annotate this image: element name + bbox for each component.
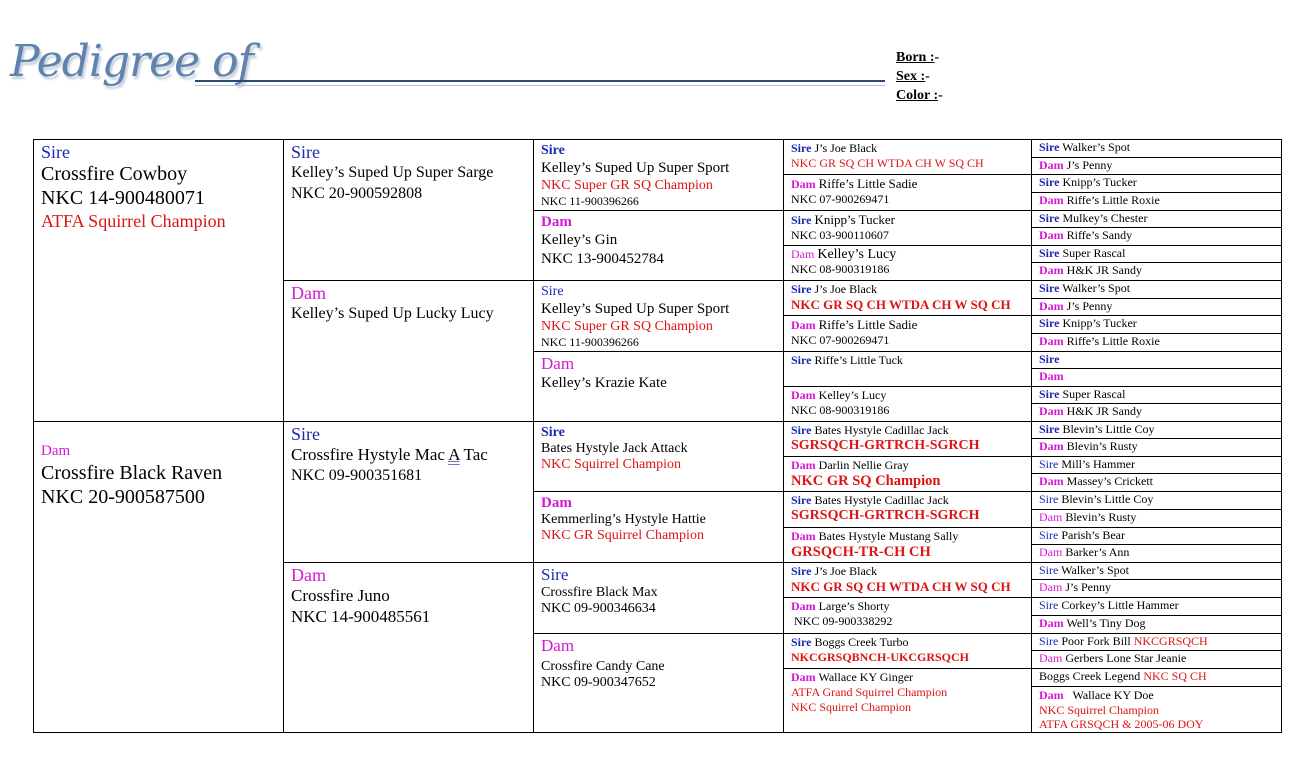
gen4-r4 [783, 245, 1032, 281]
gen5-g28 [1031, 615, 1282, 634]
sex-row [896, 67, 943, 86]
dam-label: Dam [791, 247, 815, 261]
dog-name: Riffe’s Sandy [1066, 228, 1133, 242]
dog-name-part: Tac [459, 445, 488, 464]
gen4-r2 [783, 174, 1032, 211]
dam-label: Dam [1039, 334, 1064, 348]
gen3-sds [533, 280, 784, 352]
gen4-r13 [783, 562, 1032, 598]
dam-label: Dam [1039, 404, 1064, 418]
dog-name: Blevin’s Little Coy [1062, 422, 1155, 436]
dog-title: NKC GR SQ CH WTDA CH W SQ CH [791, 156, 984, 170]
dam-label: Dam [1039, 369, 1064, 383]
dog-title: NKC GR SQ CH WTDA CH W SQ CH [791, 579, 1011, 594]
dam-label: Dam [791, 177, 816, 191]
dam-label: Dam [291, 565, 326, 585]
dog-name: Crossfire Black Max [541, 585, 658, 600]
dog-name: Kelley’s Suped Up Super Sarge [291, 164, 494, 181]
dam-label: Dam [1039, 651, 1063, 665]
dog-name: Wallace KY Doe [1072, 688, 1154, 702]
color-value: - [938, 88, 943, 103]
gen5-g22 [1031, 509, 1282, 528]
dog-name: Walker’s Spot [1062, 281, 1131, 295]
dog-title: NKC Squirrel Champion [1039, 703, 1159, 717]
dam-label: Dam [1039, 228, 1064, 242]
sire-label: Sire [1039, 422, 1060, 436]
dog-name: Kelley’s Gin [541, 232, 618, 248]
dog-reg: NKC 08-900319186 [791, 262, 890, 276]
born-row [896, 48, 943, 67]
sire-label: Sire [541, 143, 565, 158]
dog-title: ATFA Squirrel Champion [41, 211, 226, 231]
dam-label: Dam [291, 283, 326, 303]
dog-title: ATFA Grand Squirrel Champion [791, 685, 948, 699]
dog-title: NKCGRSQBNCH-UKCGRSQCH [791, 650, 970, 664]
gen5-g2 [1031, 157, 1282, 175]
gen2-dam-sire [283, 421, 534, 563]
dog-name: Bates Hystyle Cadillac Jack [814, 493, 949, 507]
sire-label: Sire [1039, 528, 1059, 542]
gen4-r14 [783, 597, 1032, 634]
dog-name: Walker’s Spot [1061, 563, 1129, 577]
dog-name: Super Rascal [1062, 246, 1126, 260]
dog-name: Crossfire Candy Cane [541, 659, 665, 674]
dam-label: Dam [1039, 299, 1064, 313]
gen5-g27 [1031, 597, 1282, 616]
dog-name: Riffe’s Little Sadie [818, 317, 918, 332]
dog-name: Riffe’s Little Tuck [814, 353, 903, 367]
gen3-dsd [533, 491, 784, 563]
dog-reg: NKC 11-900396266 [541, 194, 639, 208]
gen5-g8 [1031, 262, 1282, 281]
dog-name: Kelley’s Suped Up Super Sport [541, 301, 730, 317]
dam-label: Dam [791, 529, 816, 543]
dog-reg: NKC 09-900346634 [541, 601, 656, 616]
gen5-g20 [1031, 473, 1282, 492]
dog-name: Barker’s Ann [1065, 545, 1130, 559]
dog-name: Crossfire Cowboy [41, 163, 188, 185]
dog-title: SGRSQCH-GRTRCH-SGRCH [791, 438, 980, 453]
dog-name: Kelley’s Suped Up Lucky Lucy [291, 305, 494, 322]
dog-name: Walker’s Spot [1062, 140, 1131, 154]
gen2-sire-sire [283, 139, 534, 281]
gen4-r1 [783, 139, 1032, 175]
dog-title: SGRSQCH-GRTRCH-SGRCH [791, 508, 980, 523]
dog-name: Bates Hystyle Jack Attack [541, 441, 688, 456]
sire-label: Sire [1039, 563, 1059, 577]
dog-info [896, 48, 943, 105]
dog-name: H&K JR Sandy [1066, 404, 1143, 418]
dam-label: Dam [1039, 616, 1064, 630]
page-title: Pedigree of [10, 36, 253, 87]
gen3-ssd [533, 210, 784, 281]
born-label: Born : [896, 50, 935, 65]
dam-label: Dam [1039, 688, 1064, 702]
sire-label: Sire [1039, 246, 1060, 260]
dog-name: Darlin Nellie Gray [818, 458, 909, 472]
dog-name: Massey’s Crickett [1066, 474, 1153, 488]
dam-label: Dam [1039, 439, 1064, 453]
gen5-g18 [1031, 438, 1282, 457]
sire-label: Sire [1039, 492, 1059, 506]
gen5-g11 [1031, 315, 1282, 334]
gen5-g21 [1031, 491, 1282, 510]
name-underline [195, 80, 885, 82]
dog-name: Wallace KY Ginger [818, 670, 914, 684]
gen3-dss [533, 421, 784, 492]
sire-label: Sire [791, 141, 812, 155]
sire-label: Sire [291, 142, 320, 162]
gen5-g13 [1031, 351, 1282, 369]
dog-name-part: Crossfire Hystyle Mac [291, 445, 449, 464]
gen4-r10 [783, 456, 1032, 492]
dog-name: Knipp’s Tucker [1062, 316, 1137, 330]
sire-label: Sire [541, 565, 569, 584]
dam-label: Dam [1039, 193, 1064, 207]
dog-title: NKC GR SQ Champion [791, 473, 941, 489]
gen3-ddd [533, 633, 784, 733]
dog-name: Boggs Creek Turbo [814, 635, 909, 649]
dog-name: Riffe’s Little Sadie [818, 176, 918, 191]
dog-reg: NKC 13-900452784 [541, 251, 664, 267]
dam-label: Dam [1039, 474, 1064, 488]
dog-title: GRSQCH-TR-CH CH [791, 544, 931, 560]
dam-label: Dam [541, 636, 575, 655]
gen5-g30 [1031, 650, 1282, 669]
gen4-r3 [783, 210, 1032, 246]
dog-reg: NKC 09-900351681 [291, 467, 423, 484]
gen5-g6 [1031, 227, 1282, 246]
name-underline-shadow [195, 85, 885, 86]
gen3-dds [533, 562, 784, 634]
dog-reg: NKC 11-900396266 [541, 335, 639, 349]
sire-label: Sire [1039, 281, 1060, 295]
dog-name: Super Rascal [1062, 387, 1126, 401]
dog-name-part: A [448, 445, 460, 464]
dam-label: Dam [541, 495, 572, 511]
dog-name: Bates Hystyle Mustang Sally [818, 529, 959, 543]
gen5-g3 [1031, 174, 1282, 193]
dog-name: Blevin’s Little Coy [1061, 492, 1154, 506]
gen5-g7 [1031, 245, 1282, 263]
dog-reg: NKC 08-900319186 [791, 403, 890, 417]
sire-label: Sire [1039, 211, 1060, 225]
dog-title: NKC Super GR SQ Champion [541, 178, 713, 193]
dog-title: ATFA GRSQCH & 2005-06 DOY [1039, 717, 1204, 731]
gen4-r6 [783, 315, 1032, 352]
sire-label: Sire [1039, 352, 1060, 366]
sire-label: Sire [541, 284, 564, 299]
sire-label: Sire [791, 282, 812, 296]
color-row [896, 86, 943, 105]
gen5-g14 [1031, 368, 1282, 387]
dog-name: Poor Fork Bill [1061, 634, 1131, 648]
dog-name: Kelley’s Lucy [817, 247, 897, 262]
gen4-r8 [783, 386, 1032, 422]
gen5-g23 [1031, 527, 1282, 545]
dam-label: Dam [791, 318, 816, 332]
dam-label: Dam [1039, 263, 1064, 277]
gen5-g32 [1031, 686, 1282, 733]
dog-name: Mulkey’s Chester [1062, 211, 1148, 225]
sire-label: Sire [791, 353, 812, 367]
dam-label: Dam [1039, 545, 1063, 559]
dam-label: Dam [41, 443, 71, 459]
dog-reg: NKC 20-900592808 [291, 185, 423, 202]
dam-label: Dam [1039, 580, 1063, 594]
gen4-r16 [783, 668, 1032, 733]
dog-name: Corkey’s Little Hammer [1061, 598, 1179, 612]
dog-reg: NKC 09-900347652 [541, 675, 656, 690]
dog-name: Kelley’s Krazie Kate [541, 375, 667, 391]
gen1-sire [33, 139, 284, 422]
dog-name: Bates Hystyle Cadillac Jack [814, 423, 949, 437]
gen3-sdd [533, 351, 784, 422]
gen2-dam-dam [283, 562, 534, 733]
gen5-g9 [1031, 280, 1282, 299]
gen5-g12 [1031, 333, 1282, 352]
dog-name: Mill’s Hammer [1061, 457, 1136, 471]
dog-reg: NKC 14-900485561 [291, 607, 431, 626]
dog-name [291, 444, 533, 465]
dog-name: Blevin’s Rusty [1066, 439, 1138, 453]
dog-title: NKC Squirrel Champion [541, 457, 681, 472]
sire-label: Sire [1039, 175, 1060, 189]
dam-label: Dam [791, 388, 816, 402]
dog-title: NKC GR Squirrel Champion [541, 528, 704, 543]
dog-name: Kemmerling’s Hystyle Hattie [541, 512, 706, 527]
dam-label: Dam [791, 458, 816, 472]
dam-label: Dam [791, 599, 816, 613]
dog-name: J’s Penny [1066, 299, 1113, 313]
sire-label: Sire [791, 493, 812, 507]
gen5-g16 [1031, 403, 1282, 422]
dog-name: Kelley’s Lucy [818, 388, 887, 402]
dog-name: Knipp’s Tucker [1062, 175, 1137, 189]
dog-reg: NKC 09-900338292 [794, 614, 893, 628]
sire-label: Sire [1039, 316, 1060, 330]
sire-label: Sire [791, 423, 812, 437]
dam-label: Dam [541, 214, 572, 230]
gen5-g19 [1031, 456, 1282, 474]
dog-name: J’s Penny [1065, 580, 1112, 594]
dog-title: NKC Squirrel Champion [791, 700, 911, 714]
sex-label: Sex : [896, 69, 926, 84]
gen4-r5 [783, 280, 1032, 316]
gen5-g29 [1031, 633, 1282, 651]
gen5-g15 [1031, 386, 1282, 404]
dog-name: Riffe’s Little Roxie [1066, 334, 1160, 348]
born-value: - [934, 50, 940, 65]
dog-name: Well’s Tiny Dog [1066, 616, 1146, 630]
dog-name: Blevin’s Rusty [1065, 510, 1137, 524]
sire-label: Sire [1039, 387, 1060, 401]
gen1-dam [33, 421, 284, 733]
dog-name: Crossfire Black Raven [41, 462, 223, 484]
dog-title: NKC SQ CH [1143, 669, 1207, 683]
sire-label: Sire [291, 424, 320, 444]
gen5-g26 [1031, 579, 1282, 598]
dog-name: J’s Joe Black [814, 564, 878, 578]
dog-name: J’s Joe Black [814, 282, 878, 296]
dog-name: Large’s Shorty [818, 599, 890, 613]
gen5-g5 [1031, 210, 1282, 228]
dog-name: Crossfire Juno [291, 586, 390, 605]
dog-title: NKC GR SQ CH WTDA CH W SQ CH [791, 297, 1011, 312]
dog-reg: NKC 20-900587500 [41, 486, 205, 508]
dog-reg: NKC 07-900269471 [791, 192, 890, 206]
gen4-r11 [783, 491, 1032, 528]
dog-name: J’s Joe Black [814, 141, 878, 155]
sire-label: Sire [791, 213, 812, 227]
dog-title: NKCGRSQCH [1133, 634, 1208, 648]
dam-label: Dam [1039, 158, 1064, 172]
sire-label: Sire [791, 635, 812, 649]
sire-label: Sire [41, 142, 70, 162]
sex-value: - [925, 69, 930, 84]
sire-label: Sire [791, 564, 812, 578]
gen2-sire-dam [283, 280, 534, 422]
sire-label: Sire [541, 425, 565, 440]
dog-name: Knipp’s Tucker [814, 212, 895, 227]
gen5-g31 [1031, 668, 1282, 687]
gen4-r15 [783, 633, 1032, 669]
sire-label: Sire [1039, 598, 1059, 612]
dog-reg: NKC 07-900269471 [791, 333, 890, 347]
sire-label: Sire [1039, 634, 1059, 648]
gen5-g1 [1031, 139, 1282, 158]
gen5-g10 [1031, 298, 1282, 316]
gen4-r12 [783, 527, 1032, 563]
color-label: Color : [896, 88, 939, 103]
gen5-g17 [1031, 421, 1282, 439]
sire-label: Sire [1039, 457, 1059, 471]
dog-reg: NKC 03-900110607 [791, 228, 889, 242]
sire-label: Sire [1039, 140, 1060, 154]
dog-name: H&K JR Sandy [1066, 263, 1143, 277]
gen5-g25 [1031, 562, 1282, 580]
dog-name: Riffe’s Little Roxie [1066, 193, 1160, 207]
dog-reg: NKC 14-900480071 [41, 187, 205, 209]
dog-name: Kelley’s Suped Up Super Sport [541, 160, 730, 176]
dog-name: J’s Penny [1066, 158, 1113, 172]
dog-title: NKC Super GR SQ Champion [541, 319, 713, 334]
gen4-r9 [783, 421, 1032, 457]
gen3-sss [533, 139, 784, 211]
dam-label: Dam [791, 670, 816, 684]
dog-name: Boggs Creek Legend [1039, 669, 1141, 683]
dam-label: Dam [1039, 510, 1063, 524]
gen5-g24 [1031, 544, 1282, 563]
dog-name: Parish’s Bear [1061, 528, 1125, 542]
dam-label: Dam [541, 354, 575, 373]
dog-name: Gerbers Lone Star Jeanie [1065, 651, 1187, 665]
gen4-r7 [783, 351, 1032, 387]
gen5-g4 [1031, 192, 1282, 211]
